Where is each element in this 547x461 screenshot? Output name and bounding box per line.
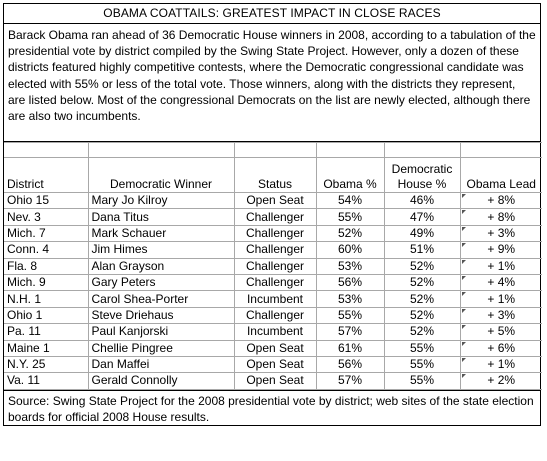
cell-status: Open Seat (234, 340, 316, 356)
cell-winner: Jim Himes (88, 242, 234, 258)
comment-marker-icon (462, 210, 466, 214)
cell-obama-pct: 54% (316, 193, 384, 209)
cell-obama-lead (460, 274, 542, 290)
table-row (4, 258, 542, 274)
cell-district: Pa. 11 (4, 324, 88, 340)
cell-winner: Chellie Pingree (88, 340, 234, 356)
lead-value: + 1% (487, 258, 516, 273)
cell-district: N.Y. 25 (4, 356, 88, 372)
comment-marker-icon (462, 227, 466, 231)
cell-house-pct: 52% (384, 324, 460, 340)
cell-status: Open Seat (234, 193, 316, 209)
table-row (4, 193, 542, 209)
cell-winner: Gerald Connolly (88, 373, 234, 389)
cell-status: Challenger (234, 242, 316, 258)
header-district: District (4, 158, 88, 193)
intro-paragraph: Barack Obama ran ahead of 36 Democratic House winners in 2008, according to a tabulation of the presidential vote by district compiled by the Swing State Project. However, only a dozen of these districts featured highly competitive contests, where the Democratic congressional candidate was elected with 55% or less of the total vote. Those winners, along with the districts they represent, are listed below. Most of the congressional Democrats on the list are newly elected, although there are also two incumbents. (4, 24, 540, 142)
cell-status: Challenger (234, 209, 316, 225)
cell-obama-pct: 53% (316, 258, 384, 274)
lead-value: + 1% (487, 291, 516, 306)
cell-house-pct: 52% (384, 291, 460, 307)
cell-house-pct: 55% (384, 340, 460, 356)
cell-obama-lead (460, 291, 542, 307)
cell-winner: Dana Titus (88, 209, 234, 225)
cell-obama-pct: 57% (316, 324, 384, 340)
cell-winner: Mark Schauer (88, 225, 234, 241)
lead-value: + 9% (487, 242, 516, 257)
comment-marker-icon (462, 309, 466, 313)
cell-obama-pct: 56% (316, 274, 384, 290)
cell-district: Mich. 9 (4, 274, 88, 290)
lead-value: + 8% (487, 193, 516, 208)
header-house-pct (384, 158, 460, 193)
table-row (4, 324, 542, 340)
header-winner: Democratic Winner (88, 158, 234, 193)
cell-winner: Dan Maffei (88, 356, 234, 372)
table-row (4, 291, 542, 307)
table-row (4, 274, 542, 290)
cell-house-pct: 52% (384, 258, 460, 274)
cell-district: Conn. 4 (4, 242, 88, 258)
table-row (4, 356, 542, 372)
cell-house-pct: 52% (384, 307, 460, 323)
cell-obama-pct: 53% (316, 291, 384, 307)
comment-marker-icon (462, 243, 466, 247)
cell-house-pct: 51% (384, 242, 460, 258)
cell-obama-pct: 55% (316, 209, 384, 225)
cell-obama-pct: 55% (316, 307, 384, 323)
cell-winner: Gary Peters (88, 274, 234, 290)
cell-obama-lead (460, 242, 542, 258)
cell-obama-pct: 61% (316, 340, 384, 356)
comment-marker-icon (462, 374, 466, 378)
cell-winner: Paul Kanjorski (88, 324, 234, 340)
cell-obama-lead (460, 193, 542, 209)
comment-marker-icon (462, 276, 466, 280)
cell-district: Ohio 1 (4, 307, 88, 323)
cell-winner: Alan Grayson (88, 258, 234, 274)
lead-value: + 4% (487, 275, 516, 290)
spreadsheet (3, 3, 541, 426)
lead-value: + 2% (487, 373, 516, 388)
cell-obama-lead (460, 324, 542, 340)
cell-obama-pct: 52% (316, 225, 384, 241)
table-title: OBAMA COATTAILS: GREATEST IMPACT IN CLOSE RACES (4, 4, 540, 24)
cell-district: Fla. 8 (4, 258, 88, 274)
lead-value: + 6% (487, 340, 516, 355)
table-row (4, 373, 542, 389)
cell-district: Nev. 3 (4, 209, 88, 225)
cell-obama-lead (460, 340, 542, 356)
lead-value: + 8% (487, 209, 516, 224)
cell-status: Challenger (234, 225, 316, 241)
cell-obama-pct: 56% (316, 356, 384, 372)
lead-value: + 1% (487, 357, 516, 372)
cell-status: Incumbent (234, 324, 316, 340)
cell-obama-lead (460, 225, 542, 241)
lead-value: + 3% (487, 225, 516, 240)
cell-obama-pct: 57% (316, 373, 384, 389)
cell-house-pct: 47% (384, 209, 460, 225)
header-house-bottom: House % (397, 177, 447, 191)
cell-district: Mich. 7 (4, 225, 88, 241)
cell-district: Va. 11 (4, 373, 88, 389)
cell-house-pct: 52% (384, 274, 460, 290)
cell-district: Ohio 15 (4, 193, 88, 209)
table-row (4, 307, 542, 323)
table-row (4, 340, 542, 356)
cell-obama-lead (460, 258, 542, 274)
comment-marker-icon (462, 260, 466, 264)
cell-status: Incumbent (234, 291, 316, 307)
cell-obama-lead (460, 307, 542, 323)
comment-marker-icon (462, 325, 466, 329)
cell-obama-lead (460, 373, 542, 389)
cell-obama-lead (460, 356, 542, 372)
cell-obama-pct: 60% (316, 242, 384, 258)
cell-obama-lead (460, 209, 542, 225)
comment-marker-icon (462, 292, 466, 296)
cell-status: Open Seat (234, 373, 316, 389)
source-note: Source: Swing State Project for the 2008 presidential vote by district; web sites of the state election boards for official 2008 House results. (4, 390, 540, 425)
cell-house-pct: 55% (384, 373, 460, 389)
cell-status: Challenger (234, 307, 316, 323)
table-row (4, 209, 542, 225)
blank-row (4, 143, 542, 158)
lead-value: + 3% (487, 307, 516, 322)
table-row (4, 225, 542, 241)
comment-marker-icon (462, 358, 466, 362)
cell-status: Challenger (234, 258, 316, 274)
cell-district: Maine 1 (4, 340, 88, 356)
lead-value: + 5% (487, 324, 516, 339)
cell-house-pct: 55% (384, 356, 460, 372)
header-house-top: Democratic (391, 162, 453, 176)
cell-status: Challenger (234, 274, 316, 290)
header-row (4, 158, 542, 193)
comment-marker-icon (462, 342, 466, 346)
header-obama-lead: Obama Lead (460, 158, 542, 193)
results-table (4, 142, 542, 390)
comment-marker-icon (462, 194, 466, 198)
cell-house-pct: 46% (384, 193, 460, 209)
cell-winner: Mary Jo Kilroy (88, 193, 234, 209)
table-row (4, 242, 542, 258)
header-status: Status (234, 158, 316, 193)
header-obama-pct: Obama % (316, 158, 384, 193)
cell-house-pct: 49% (384, 225, 460, 241)
cell-winner: Steve Driehaus (88, 307, 234, 323)
cell-district: N.H. 1 (4, 291, 88, 307)
cell-status: Open Seat (234, 356, 316, 372)
cell-winner: Carol Shea-Porter (88, 291, 234, 307)
